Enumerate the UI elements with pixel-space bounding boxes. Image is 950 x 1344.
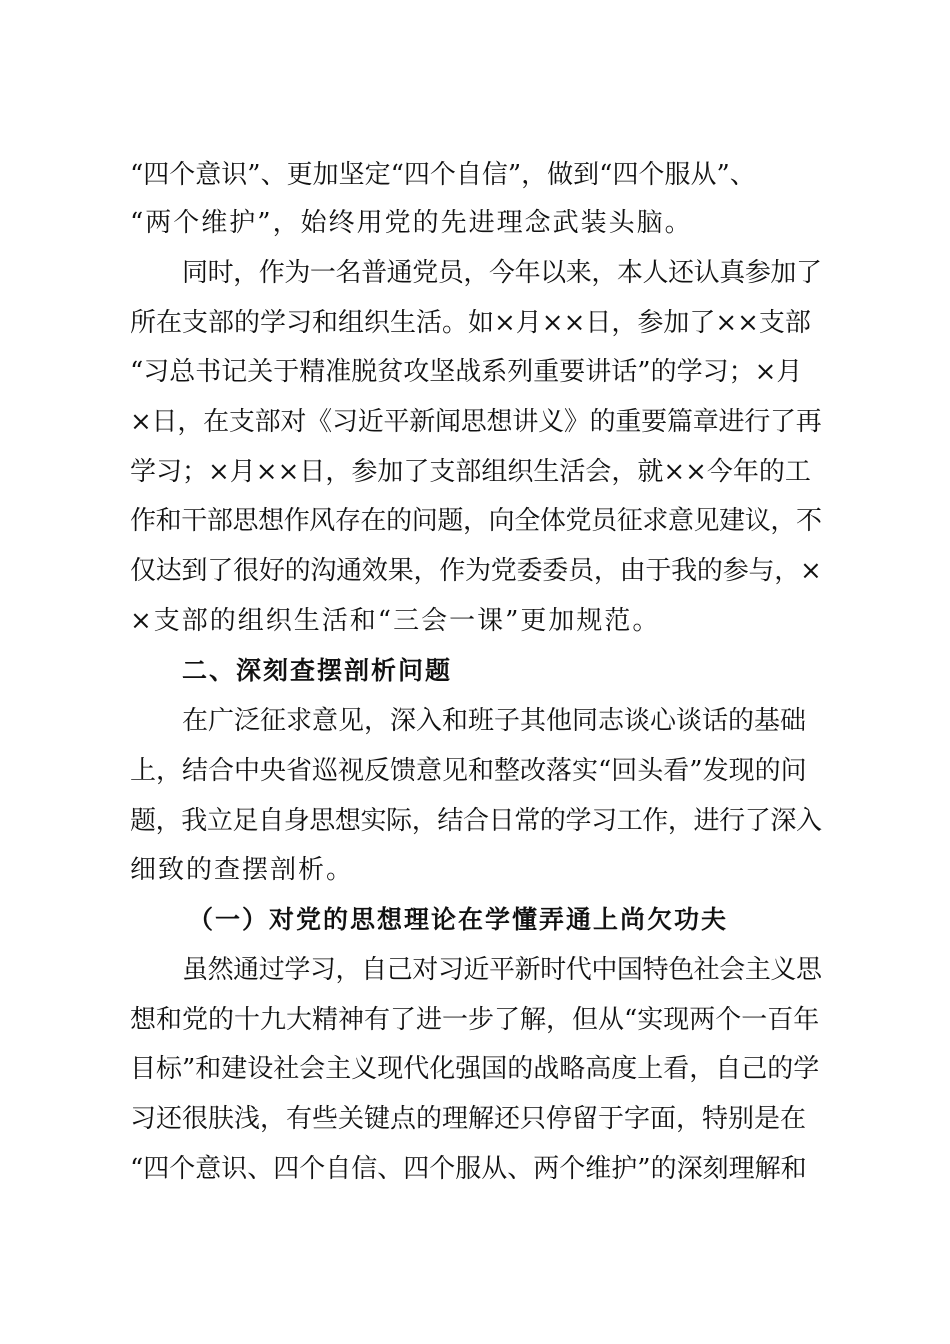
- section-heading: 二、深刻查摆剖析问题: [182, 656, 453, 685]
- paragraph-line: 同时，作为一名普通党员，今年以来，本人还认真参加了: [182, 258, 822, 288]
- subsection-heading: （一）对党的思想理论在学懂弄通上尚欠功夫: [188, 905, 729, 934]
- paragraph-line: 题，我立足自身思想实际，结合日常的学习工作，进行了深入: [130, 806, 822, 836]
- paragraph-line: “四个意识、四个自信、四个服从、两个维护”的深刻理解和: [130, 1154, 807, 1184]
- paragraph-line: 所在支部的学习和组织生活。如×月××日，参加了××支部: [130, 308, 811, 338]
- paragraph-line: 虽然通过学习，自己对习近平新时代中国特色社会主义思: [182, 955, 822, 985]
- paragraph-line: 学习；×月××日，参加了支部组织生活会，就××今年的工: [130, 457, 811, 487]
- paragraph-line: 习还很肤浅，有些关键点的理解还只停留于字面，特别是在: [130, 1104, 807, 1134]
- paragraph-line: “两个维护”，始终用党的先进理念武装头脑。: [130, 208, 693, 238]
- paragraph-line: “习总书记关于精准脱贫攻坚战系列重要讲话”的学习；×月: [130, 357, 803, 387]
- paragraph-line: ×支部的组织生活和“三会一课”更加规范。: [130, 606, 661, 636]
- paragraph-line: 想和党的十九大精神有了进一步了解，但从“实现两个一百年: [130, 1005, 820, 1035]
- paragraph-line: 作和干部思想作风存在的问题，向全体党员征求意见建议，不: [130, 506, 822, 536]
- paragraph-line: 在广泛征求意见，深入和班子其他同志谈心谈话的基础: [182, 706, 807, 736]
- paragraph-line: 仅达到了很好的沟通效果，作为党委委员，由于我的参与，×: [130, 556, 822, 586]
- paragraph-line: ×日，在支部对《习近平新闻思想讲义》的重要篇章进行了再: [130, 407, 822, 437]
- paragraph-line: 细致的查摆剖析。: [130, 855, 355, 885]
- paragraph-line: 上，结合中央省巡视反馈意见和整改落实“回头看”发现的问: [130, 756, 807, 786]
- paragraph-line: “四个意识”、更加坚定“四个自信”，做到“四个服从”、: [130, 160, 756, 190]
- paragraph-line: 目标”和建设社会主义现代化强国的战略高度上看，自己的学: [130, 1054, 820, 1084]
